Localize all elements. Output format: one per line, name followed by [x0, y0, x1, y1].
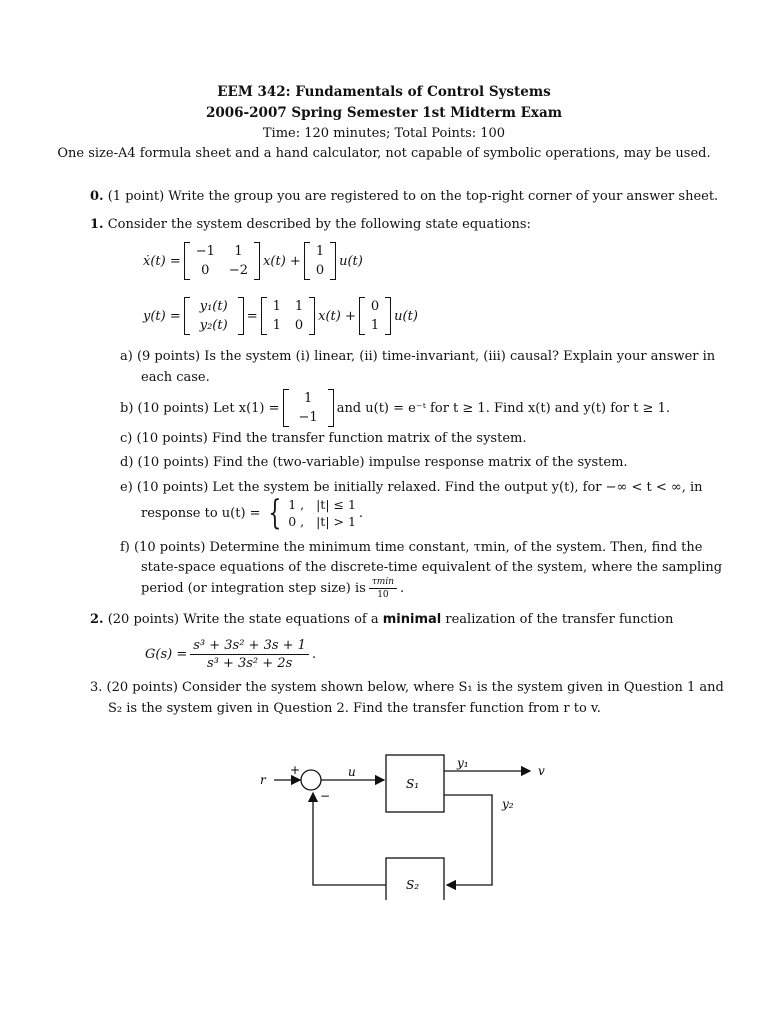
matrix-entry: 0: [370, 299, 380, 314]
left-brace: {: [267, 493, 281, 533]
part-d: d) (10 points) Find the (two-variable) impulse response matrix of the system.: [120, 455, 628, 470]
question-number: 0.: [90, 189, 104, 204]
part-b-pre: b) (10 points) Let x(1) =: [120, 400, 280, 416]
question-text: realization of the transfer function: [445, 612, 674, 627]
matrix-c: [261, 297, 316, 335]
part-b: [120, 389, 670, 427]
label-v: v: [538, 764, 545, 778]
part-e-pre: response to u(t) =: [141, 505, 261, 521]
fraction-denominator: 10: [377, 590, 389, 600]
label-plus: +: [290, 763, 301, 777]
signal-y2-line: [444, 795, 492, 885]
question-1: [90, 217, 531, 232]
part-a-line2: each case.: [141, 370, 210, 385]
label-s2: S₂: [406, 878, 420, 892]
question-number: 2.: [90, 612, 104, 627]
question-text: Consider the system described by the following state equations:: [107, 217, 531, 232]
exam-time: Time: 120 minutes; Total Points: 100: [262, 126, 506, 141]
matrix-entry: −2: [228, 263, 249, 278]
label-y2: y₂: [502, 797, 514, 811]
matrix-entry: 1: [272, 299, 281, 314]
matrix-entry: 1: [303, 391, 313, 406]
matrix-entry: y₂(t): [199, 318, 228, 333]
part-f-line3: [141, 577, 404, 600]
case-value: 0 ,: [288, 514, 305, 529]
eq-end: .: [311, 647, 317, 662]
matrix-entry: y₁(t): [199, 299, 228, 314]
eq-term: u(t): [394, 308, 418, 324]
matrix-entry: 0: [315, 263, 325, 278]
eq-lhs: y(t) =: [143, 308, 181, 324]
part-f-pre: period (or integration step size) is: [141, 581, 366, 596]
transfer-function: [145, 638, 316, 671]
part-f-line2: state-space equations of the discrete-time equivalent of the system, where the sampling: [141, 560, 723, 575]
transfer-fraction: [190, 638, 309, 671]
matrix-entry: −1: [298, 410, 318, 425]
course-title: EEM 342: Fundamentals of Control Systems: [217, 84, 551, 100]
label-u: u: [348, 765, 356, 779]
label-r: r: [260, 773, 266, 787]
matrix-entry: 0: [201, 263, 210, 278]
part-f-line1: f) (10 points) Determine the minimum time constant, τmin, of the system. Then, find the: [120, 540, 703, 555]
matrix-entry: 1: [272, 318, 281, 333]
label-minus: −: [320, 789, 331, 803]
matrix-entry: −1: [195, 244, 215, 259]
question-3-line1: 3. (20 points) Consider the system shown below, where S₁ is the system given in Question 1 and: [90, 680, 724, 695]
summing-junction: [301, 770, 321, 790]
part-c: c) (10 points) Find the transfer function matrix of the system.: [120, 431, 527, 446]
output-vector: [184, 297, 244, 335]
case-condition: |t| > 1: [316, 514, 356, 529]
output-equation: [143, 297, 418, 335]
matrix-entry: 1: [294, 299, 304, 314]
fraction-denominator: s³ + 3s² + 2s: [206, 656, 293, 671]
question-3-line2: S₂ is the system given in Question 2. Find the transfer function from r to v.: [108, 701, 601, 716]
part-f-post: .: [400, 581, 405, 596]
question-text: (1 point) Write the group you are registered to on the top-right corner of your answer sheet.: [107, 189, 719, 204]
matrix-d: [359, 297, 391, 335]
eq-term: u(t): [339, 253, 363, 269]
question-0: [90, 189, 718, 204]
exam-rules: One size-A4 formula sheet and a hand calculator, not capable of symbolic operations, may be used.: [57, 146, 711, 161]
fraction-numerator: s³ + 3s² + 3s + 1: [190, 638, 309, 655]
part-e-line1: e) (10 points) Let the system be initially relaxed. Find the output y(t), for −∞ < t < ∞, in: [120, 480, 703, 495]
matrix-entry: 1: [370, 318, 380, 333]
tau-fraction: [369, 577, 397, 600]
matrix-entry: 1: [315, 244, 325, 259]
case-condition: |t| ≤ 1: [316, 497, 356, 512]
label-s1: S₁: [406, 777, 420, 791]
matrix-b: [304, 242, 336, 280]
case-value: 1 ,: [288, 497, 305, 512]
feedback-line: [313, 793, 386, 885]
eq-lhs: G(s) =: [145, 647, 188, 662]
eq-term: x(t) +: [318, 308, 356, 324]
exam-title: 2006-2007 Spring Semester 1st Midterm Exam: [205, 105, 563, 121]
part-e-post: .: [358, 505, 364, 521]
part-a-line1: a) (9 points) Is the system (i) linear, (ii) time-invariant, (iii) causal? Explain your answer in: [120, 349, 716, 364]
matrix-entry: 0: [294, 318, 304, 333]
initial-state-vector: [283, 389, 334, 427]
part-e-line2: [141, 493, 364, 533]
part-b-post: and u(t) = e⁻ᵗ for t ≥ 1. Find x(t) and y(t) for t ≥ 1.: [336, 400, 670, 416]
matrix-entry: 1: [234, 244, 243, 259]
eq-lhs: ẋ(t) =: [143, 253, 181, 269]
eq-term: =: [246, 308, 258, 324]
eq-term: x(t) +: [263, 253, 301, 269]
emphasis-word: minimal: [382, 612, 442, 627]
piecewise-input: [288, 497, 356, 529]
state-equation: [143, 242, 363, 280]
matrix-a: [184, 242, 260, 280]
label-y1: y₁: [457, 756, 469, 770]
question-2: [90, 612, 673, 627]
question-number: 1.: [90, 217, 104, 232]
block-diagram: [0, 740, 768, 900]
question-text: (20 points) Write the state equations of a: [107, 612, 379, 627]
fraction-numerator: τmin: [369, 577, 397, 589]
